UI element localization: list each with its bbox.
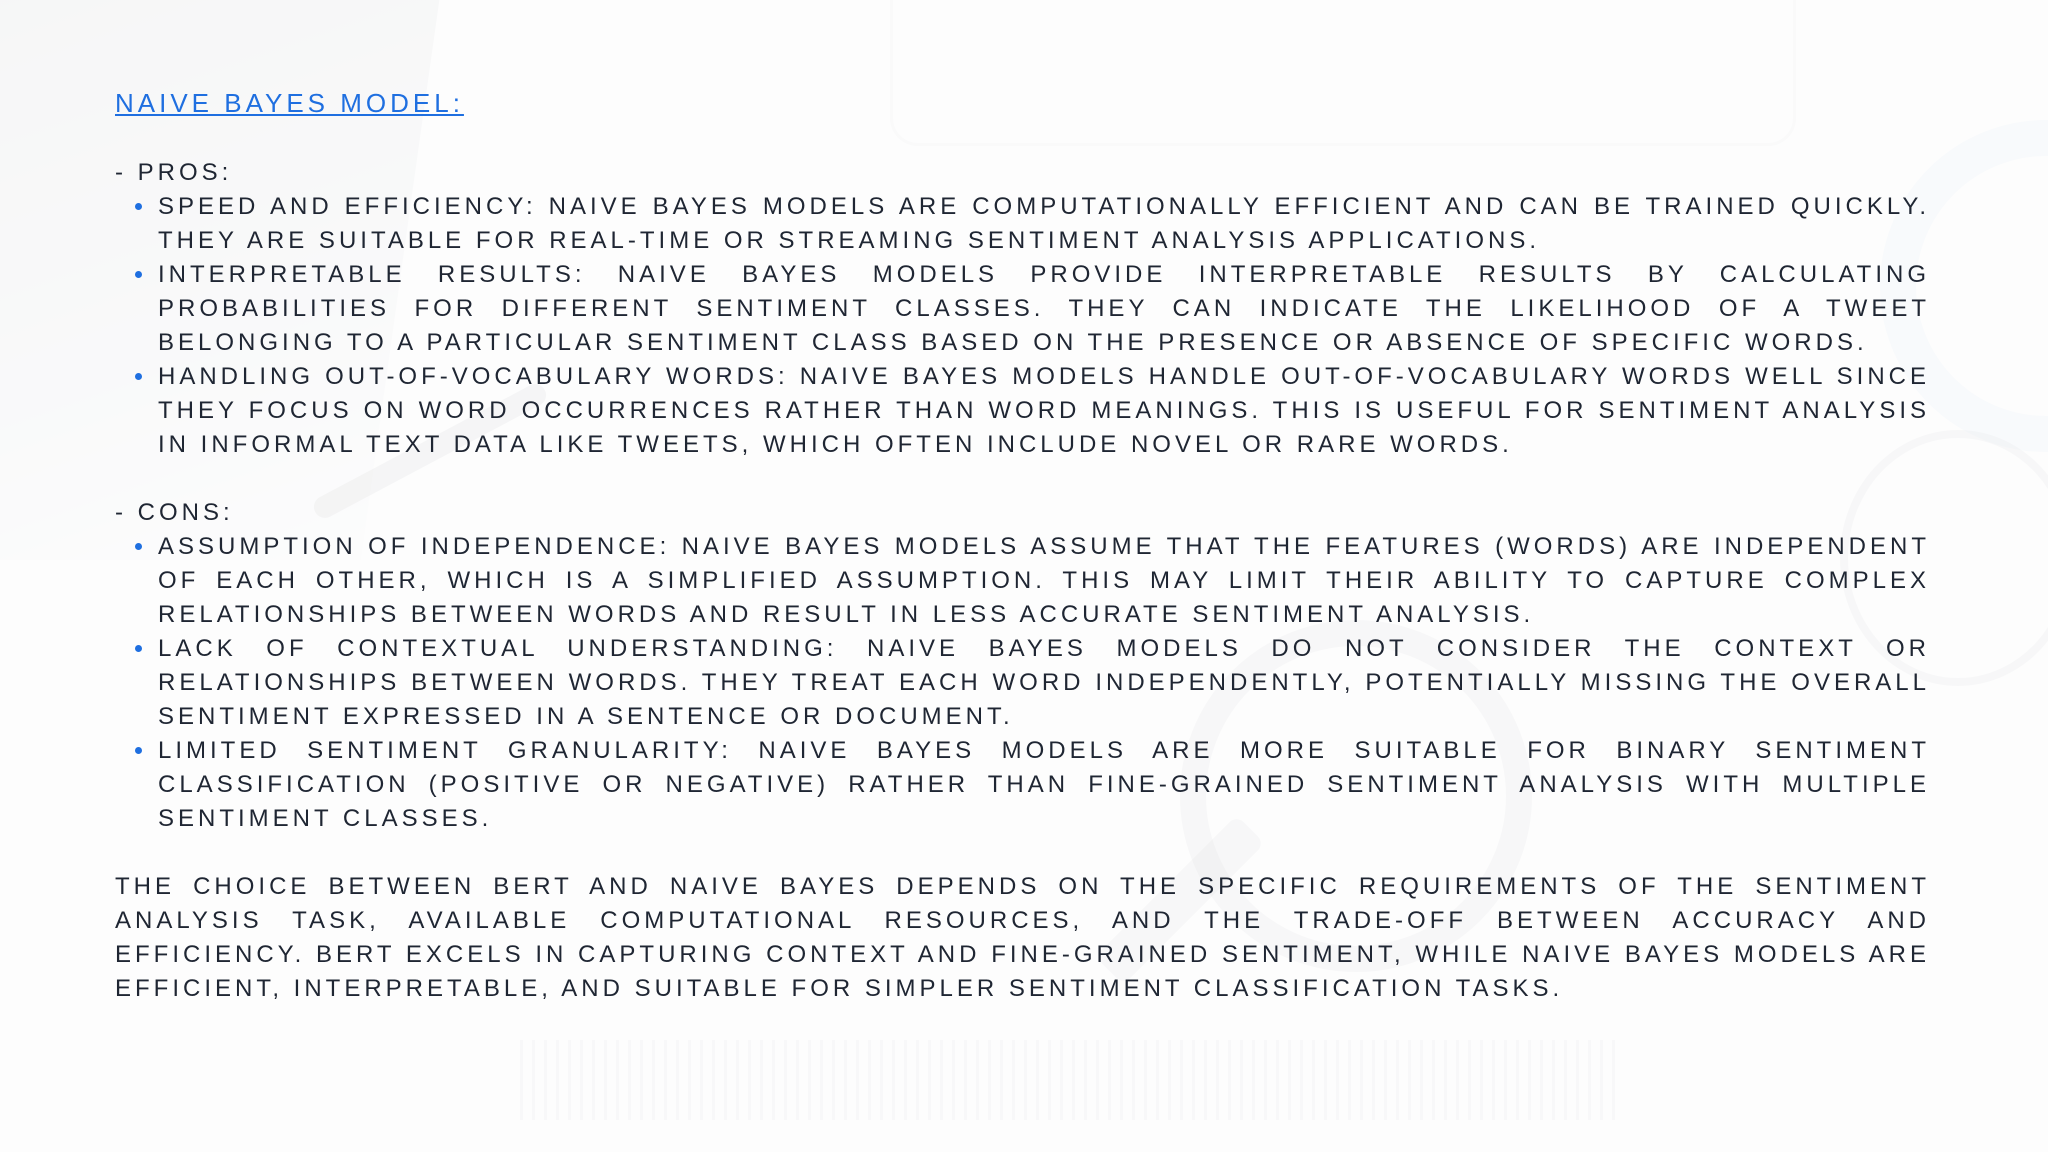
- cons-item: LIMITED SENTIMENT GRANULARITY: NAIVE BAYES MODELS ARE MORE SUITABLE FOR BINARY SENTIMENT CLASSIFICATION (POSITIVE OR NEGATIVE) RATHER THAN FINE-GRAINED SENTIMENT ANALYSIS WITH MULTIPLE SENTIMENT CLASSES.: [115, 734, 1930, 836]
- pros-list: [115, 190, 1930, 462]
- pros-label: - PROS:: [115, 159, 233, 186]
- pros-item: HANDLING OUT-OF-VOCABULARY WORDS: NAIVE BAYES MODELS HANDLE OUT-OF-VOCABULARY WORDS WELL SINCE THEY FOCUS ON WORD OCCURRENCES RATHER THAN WORD MEANINGS. THIS IS USEFUL FOR SENTIMENT ANALYSIS IN INFORMAL TEXT DATA LIKE TWEETS, WHICH OFTEN INCLUDE NOVEL OR RARE WORDS.: [115, 360, 1930, 462]
- cons-item: LACK OF CONTEXTUAL UNDERSTANDING: NAIVE BAYES MODELS DO NOT CONSIDER THE CONTEXT OR RELATIONSHIPS BETWEEN WORDS. THEY TREAT EACH WORD INDEPENDENTLY, POTENTIALLY MISSING THE OVERALL SENTIMENT EXPRESSED IN A SENTENCE OR DOCUMENT.: [115, 632, 1930, 734]
- slide-content: [115, 86, 1930, 1006]
- pros-item: SPEED AND EFFICIENCY: NAIVE BAYES MODELS ARE COMPUTATIONALLY EFFICIENT AND CAN BE TRAINED QUICKLY. THEY ARE SUITABLE FOR REAL-TIME OR STREAMING SENTIMENT ANALYSIS APPLICATIONS.: [115, 190, 1930, 258]
- cons-label: - CONS:: [115, 499, 234, 526]
- cons-list: [115, 530, 1930, 836]
- slide-title: NAIVE BAYES MODEL:: [115, 88, 464, 118]
- pros-item: INTERPRETABLE RESULTS: NAIVE BAYES MODELS PROVIDE INTERPRETABLE RESULTS BY CALCULATING PROBABILITIES FOR DIFFERENT SENTIMENT CLASSES. THEY CAN INDICATE THE LIKELIHOOD OF A TWEET BELONGING TO A PARTICULAR SENTIMENT CLASS BASED ON THE PRESENCE OR ABSENCE OF SPECIFIC WORDS.: [115, 258, 1930, 360]
- conclusion-paragraph: THE CHOICE BETWEEN BERT AND NAIVE BAYES DEPENDS ON THE SPECIFIC REQUIREMENTS OF THE SENTIMENT ANALYSIS TASK, AVAILABLE COMPUTATIONAL RESOURCES, AND THE TRADE-OFF BETWEEN ACCURACY AND EFFICIENCY. BERT EXCELS IN CAPTURING CONTEXT AND FINE-GRAINED SENTIMENT, WHILE NAIVE BAYES MODELS ARE EFFICIENT, INTERPRETABLE, AND SUITABLE FOR SIMPLER SENTIMENT CLASSIFICATION TASKS.: [115, 873, 1930, 1002]
- cons-item: ASSUMPTION OF INDEPENDENCE: NAIVE BAYES MODELS ASSUME THAT THE FEATURES (WORDS) ARE INDEPENDENT OF EACH OTHER, WHICH IS A SIMPLIFIED ASSUMPTION. THIS MAY LIMIT THEIR ABILITY TO CAPTURE COMPLEX RELATIONSHIPS BETWEEN WORDS AND RESULT IN LESS ACCURATE SENTIMENT ANALYSIS.: [115, 530, 1930, 632]
